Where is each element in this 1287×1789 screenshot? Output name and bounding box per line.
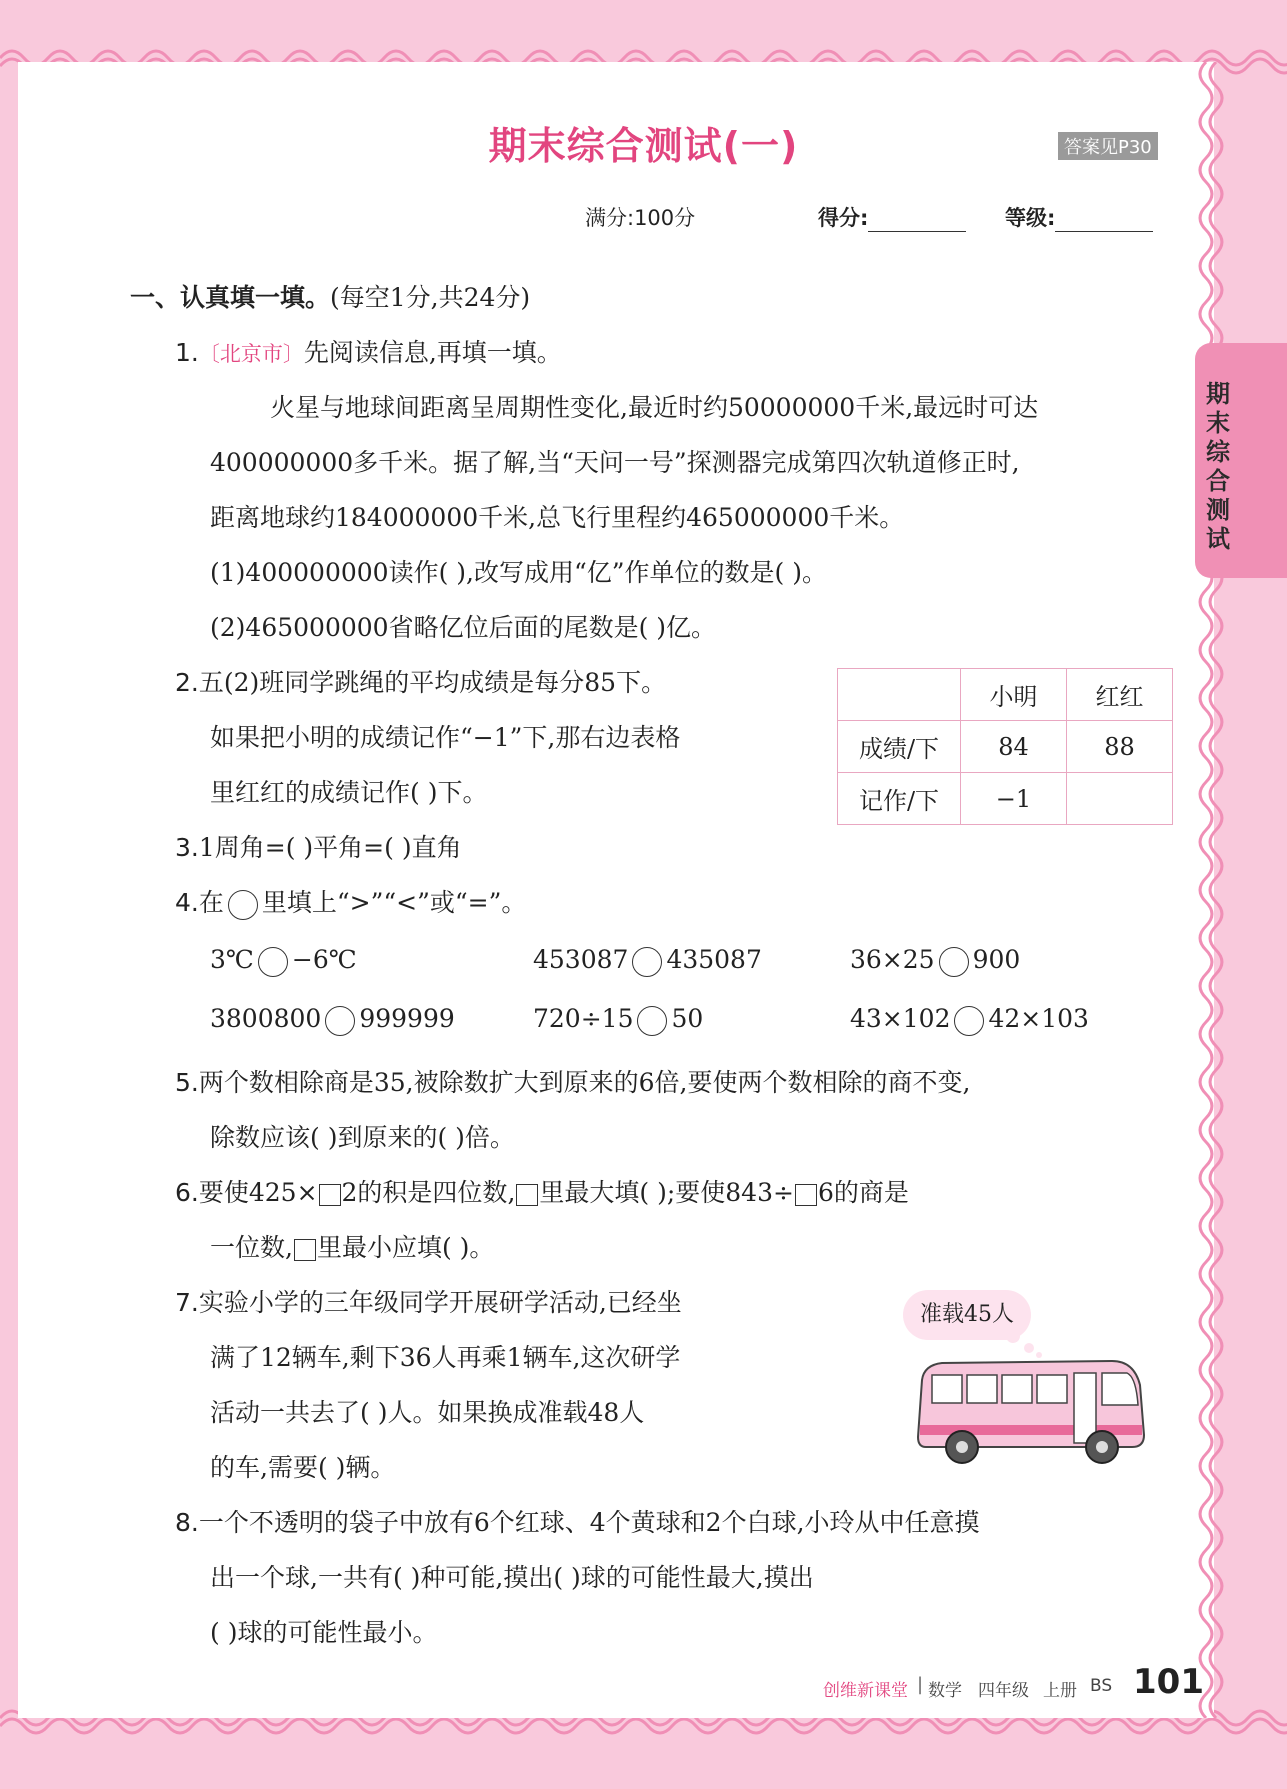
q7-text-line: 满了12辆车,剩下36人再乘1辆车,这次研学 (210, 1343, 681, 1372)
q2-text-line: 如果把小明的成绩记作“−1”下,那右边表格 (210, 723, 681, 752)
question-text: 1周角=( )平角=( )直角 (198, 833, 462, 862)
page-number: 101 (1133, 1662, 1204, 1702)
question-4 (175, 883, 526, 920)
q7-text-line: 的车,需要( )辆。 (210, 1453, 396, 1482)
q8-text-line: ( )球的可能性最小。 (210, 1618, 438, 1647)
q8-text-line: 出一个球,一共有( )种可能,摸出( )球的可能性最大,摸出 (210, 1563, 814, 1592)
comparison-item (210, 945, 357, 977)
circle-icon (228, 890, 258, 920)
question-number: 1. (175, 338, 199, 367)
question-number: 2. (175, 668, 199, 697)
grade-blank[interactable] (1055, 211, 1153, 232)
question-number: 6. (175, 1178, 199, 1207)
blank-box[interactable] (294, 1239, 316, 1261)
q1-paragraph-line: 400000000多千米。据了解,当“天问一号”探测器完成第四次轨道修正时, (210, 448, 1020, 477)
section-title: 一、认真填一填。 (130, 283, 331, 312)
table-cell: 成绩/下 (838, 721, 961, 773)
comparison-left: 453087 (533, 945, 629, 974)
footer-edition: BS (1090, 1676, 1113, 1696)
side-tab-char: 测 (1206, 496, 1230, 524)
question-text: 五(2)班同学跳绳的平均成绩是每分85下。 (198, 668, 667, 697)
full-score-label: 满分:100分 (585, 206, 696, 230)
question-3 (175, 828, 462, 864)
table-row (838, 721, 1173, 773)
comparison-right: 42×103 (988, 1004, 1089, 1033)
question-number: 5. (175, 1068, 199, 1097)
table-header-cell (838, 669, 961, 721)
score-label: 得分: (818, 206, 869, 230)
q7-text-line: 活动一共去了( )人。如果换成准载48人 (210, 1398, 645, 1427)
comparison-right: 999999 (359, 1004, 455, 1033)
table-answer-cell[interactable] (1067, 773, 1173, 825)
comparison-left: 720÷15 (533, 1004, 634, 1033)
comparison-item (210, 1004, 455, 1036)
question-1 (175, 333, 562, 369)
comparison-right: 900 (972, 945, 1021, 974)
question-number: 3. (175, 833, 199, 862)
comparison-right: 50 (671, 1004, 704, 1033)
q1-paragraph-line: 距离地球约184000000千米,总飞行里程约465000000千米。 (210, 503, 905, 532)
table-header-cell: 红红 (1067, 669, 1173, 721)
question-number: 7. (175, 1288, 199, 1317)
question-7 (175, 1283, 682, 1319)
comparison-item (533, 1004, 703, 1036)
q1-paragraph-line: 火星与地球间距离呈周期性变化,最近时约50000000千米,最远时可达 (270, 393, 1039, 422)
question-text: 在 (198, 888, 224, 917)
question-text: 里最大填( );要使843÷ (539, 1178, 794, 1207)
comparison-left: 3℃ (210, 945, 254, 974)
section-heading (130, 278, 530, 314)
comparison-right: −6℃ (291, 945, 357, 974)
blank-box[interactable] (795, 1184, 817, 1206)
footer-divider: | (917, 1674, 924, 1695)
table-cell: −1 (961, 773, 1067, 825)
question-text: 里最小应填( )。 (316, 1233, 495, 1262)
question-text: 实验小学的三年级同学开展研学活动,已经坐 (198, 1288, 682, 1317)
table-header-row (838, 669, 1173, 721)
question-text: 一个不透明的袋子中放有6个红球、4个黄球和2个白球,小玲从中任意摸 (198, 1508, 980, 1537)
comparison-left: 43×102 (850, 1004, 951, 1033)
bus-icon (912, 1355, 1152, 1470)
comparison-item (533, 945, 762, 977)
comparison-item (850, 945, 1020, 977)
question-text: 一位数, (210, 1233, 293, 1262)
comparison-left: 3800800 (210, 1004, 322, 1033)
score-table (837, 668, 1173, 825)
side-tab-char: 试 (1206, 525, 1230, 553)
source-tag: 〔北京市〕 (198, 342, 304, 366)
question-8 (175, 1503, 980, 1539)
capacity-thought-bubble: 准载45人 (903, 1290, 1031, 1340)
question-text: 要使425× (198, 1178, 318, 1207)
comparison-item (850, 1004, 1089, 1036)
side-tab-char: 合 (1206, 467, 1230, 495)
question-text: 6的商是 (817, 1178, 909, 1207)
score-field (818, 202, 966, 232)
q6-text-line (210, 1228, 494, 1264)
comparison-circle[interactable] (258, 947, 288, 977)
comparison-circle[interactable] (325, 1006, 355, 1036)
blank-box[interactable] (516, 1184, 538, 1206)
comparison-circle[interactable] (637, 1006, 667, 1036)
section-points: (每空1分,共24分) (330, 283, 531, 312)
right-wave-border (1196, 62, 1232, 1718)
table-cell: 记作/下 (838, 773, 961, 825)
table-row (838, 773, 1173, 825)
comparison-circle[interactable] (632, 947, 662, 977)
bubble-tail-icon (1005, 1328, 1045, 1358)
table-cell: 84 (961, 721, 1067, 773)
question-5 (175, 1063, 970, 1099)
comparison-left: 36×25 (850, 945, 935, 974)
page-title: 期末综合测试(一) (488, 124, 799, 168)
footer-grade: 四年级 (978, 1681, 1029, 1701)
comparison-circle[interactable] (939, 947, 969, 977)
question-number: 8. (175, 1508, 199, 1537)
side-tab-char: 末 (1206, 409, 1230, 437)
table-cell: 88 (1067, 721, 1173, 773)
footer-volume: 上册 (1043, 1681, 1077, 1701)
question-text: 里填上“>”“<”或“=”。 (261, 888, 527, 917)
question-prompt: 先阅读信息,再填一填。 (303, 338, 562, 367)
side-tab-label (1198, 380, 1238, 554)
question-text: 2的积是四位数, (341, 1178, 516, 1207)
score-blank[interactable] (868, 211, 966, 232)
question-2 (175, 663, 666, 699)
grade-label: 等级: (1005, 206, 1056, 230)
table-header-cell: 小明 (961, 669, 1067, 721)
q1-subquestion-1: (1)400000000读作( ),改写成用“亿”作单位的数是( )。 (210, 558, 827, 587)
q5-text-line: 除数应该( )到原来的( )倍。 (210, 1123, 515, 1152)
grade-field (1005, 202, 1153, 232)
answer-reference-badge: 答案见P30 (1058, 132, 1158, 160)
side-tab-char: 综 (1206, 438, 1230, 466)
side-tab-char: 期 (1206, 380, 1230, 408)
footer-brand: 创维新课堂 (823, 1681, 908, 1701)
q2-text-line: 里红红的成绩记作( )下。 (210, 778, 488, 807)
question-text: 两个数相除商是35,被除数扩大到原来的6倍,要使两个数相除的商不变, (198, 1068, 971, 1097)
footer-subject: 数学 (928, 1681, 962, 1701)
question-number: 4. (175, 888, 199, 917)
comparison-circle[interactable] (954, 1006, 984, 1036)
q1-subquestion-2: (2)465000000省略亿位后面的尾数是( )亿。 (210, 613, 717, 642)
comparison-right: 435087 (666, 945, 762, 974)
question-6 (175, 1173, 909, 1209)
blank-box[interactable] (319, 1184, 341, 1206)
